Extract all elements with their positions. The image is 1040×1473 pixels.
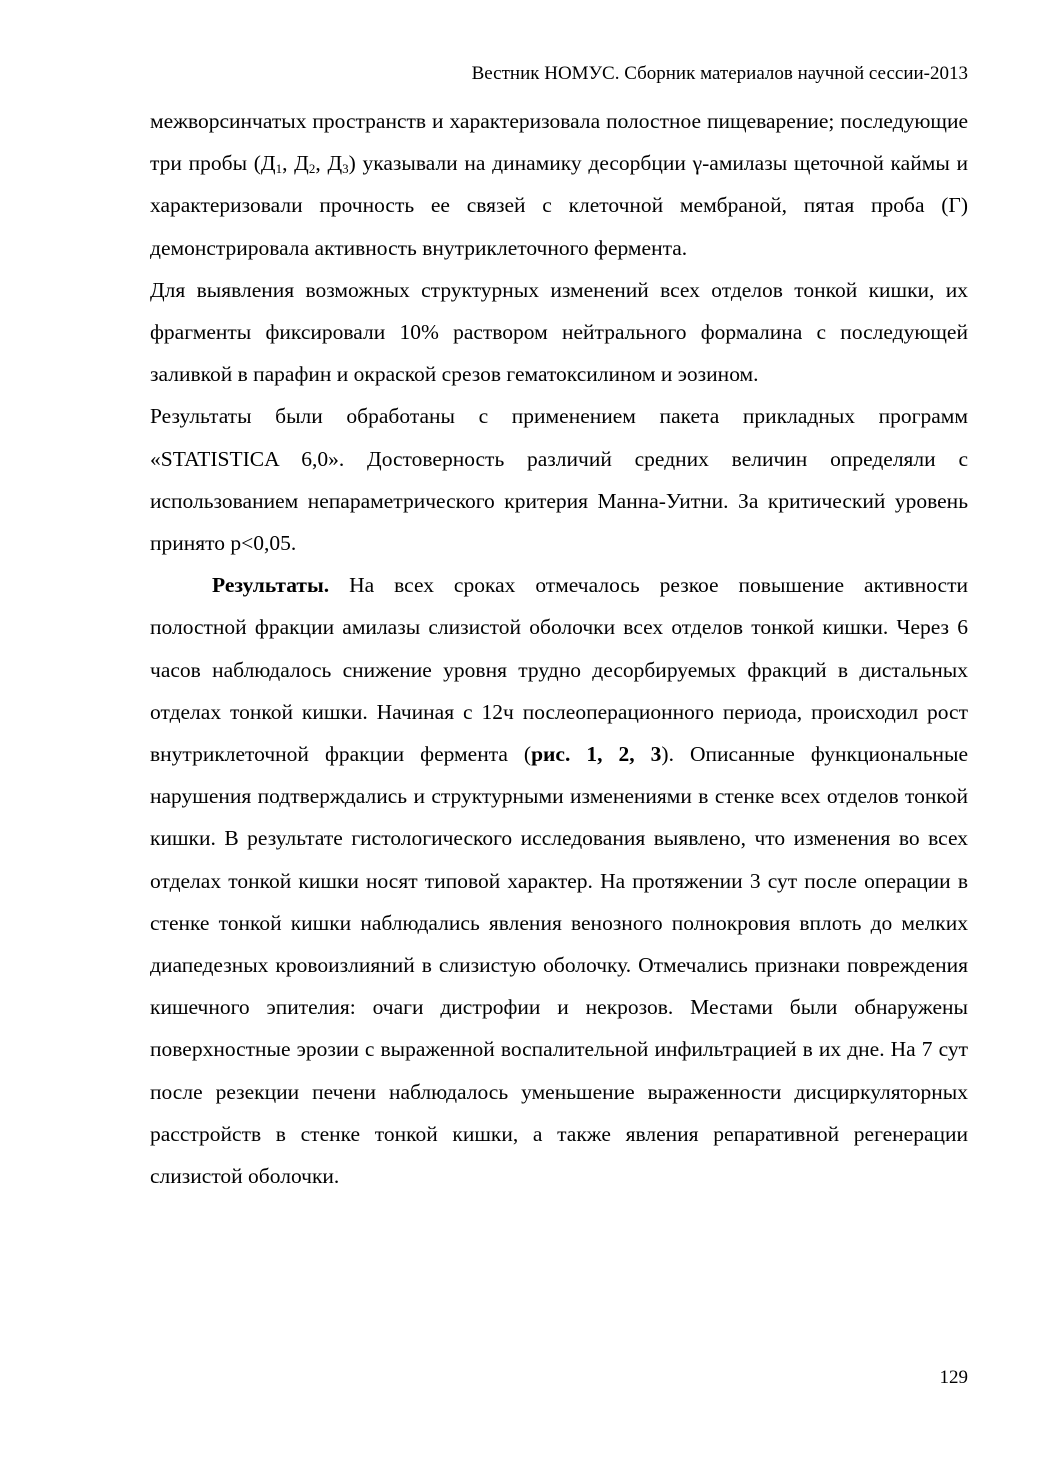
article-body — [150, 100, 968, 1197]
paragraph-methods-samples: межворсинчатых пространств и характеризовала полостное пищеварение; последующие три пробы ($Д_1$, $Д_2$, $Д_3$) указывали на динамику десорбции γ-амилазы щеточной каймы и характеризовали прочность ее связей с клеточной мембраной, пятая проба (Г) демонстрировала активность внутриклеточного фермента. — [150, 109, 968, 260]
page-number: 129 — [939, 1367, 968, 1388]
running-header: Вестник НОМУС. Сборник материалов научной сессии-2013 — [471, 63, 968, 84]
results-heading: Результаты. — [212, 573, 330, 598]
paragraph-methods-histology: Для выявления возможных структурных изменений всех отделов тонкой кишки, их фрагменты фиксировали 10% раствором нейтрального формалина с последующей заливкой в парафин и окраской срезов гематоксилином и эозином. — [150, 277, 968, 387]
paragraph-methods-statistics: Результаты были обработаны с применением пакета прикладных программ «STATISTICA 6,0». Достоверность различий средних величин определяли с использованием непараметрического критерия Манна-Уитни. За критический уровень принято p<0,05. — [150, 404, 968, 556]
paragraph-results: Результаты. На всех сроках отмечалось резкое повышение активности полостной фракции амилазы слизистой оболочки всех отделов тонкой кишки. Через 6 часов наблюдалось снижение уровня трудно десорбируемых фракций в дистальных отделах тонкой кишки. Начиная с 12ч послеоперационного периода, происходил рост внутриклеточной фракции фермента (рис. 1, 2, 3). Описанные функциональные нарушения подтверждались и структурными изменениями в стенке всех отделов тонкой кишки. В результате гистологического исследования выявлено, что изменения во всех отделах тонкой кишки носят типовой характер. На протяжении 3 сут после операции в стенке тонкой кишки наблюдались явления венозного полнокровия вплоть до мелких диапедезных кровоизлияний в слизистую оболочку. Отмечались признаки повреждения кишечного эпителия: очаги дистрофии и некрозов. Местами были обнаружены поверхностные эрозии с выраженной воспалительной инфильтрацией в их дне. На 7 сут после резекции печени наблюдалось уменьшение выраженности дисциркуляторных расстройств в стенке тонкой кишки, а также явления репаративной регенерации слизистой оболочки. — [150, 573, 968, 1189]
figure-reference: рис. 1, 2, 3 — [531, 742, 662, 767]
